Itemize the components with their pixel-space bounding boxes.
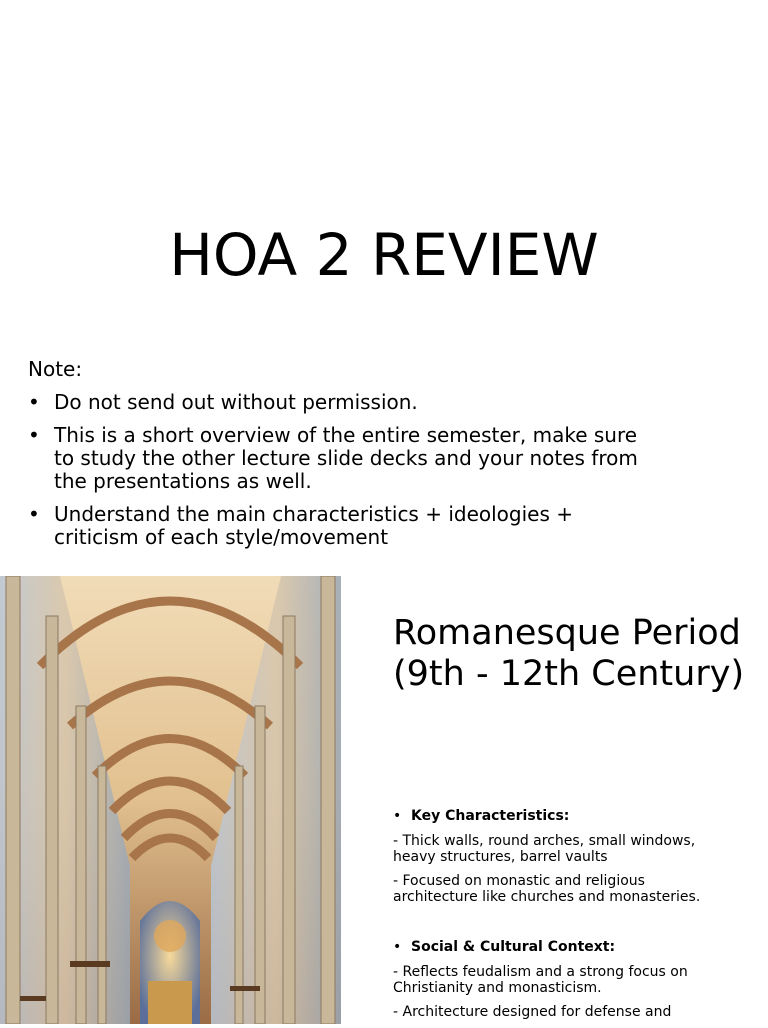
- note-item: [28, 503, 648, 549]
- romanesque-nave-photo: [0, 576, 341, 1024]
- section-title: Romanesque Period (9th - 12th Century): [393, 613, 745, 694]
- body-paragraph: - Reflects feudalism and a strong focus on Christianity and monasticism.: [393, 964, 688, 996]
- sub-heading: [393, 808, 733, 824]
- note-list: [28, 391, 648, 549]
- spacer: [393, 913, 733, 939]
- note-item-text: This is a short overview of the entire semester, make sure to study the other lecture slide decks and your notes from the presentations as well.: [54, 423, 638, 493]
- body-paragraph: - Focused on monastic and religious architecture like churches and monasteries.: [393, 873, 701, 905]
- section-body: [393, 808, 733, 1028]
- bullet-icon: •: [28, 390, 40, 414]
- note-block: [28, 358, 648, 559]
- body-paragraph: - Thick walls, round arches, small windows, heavy structures, barrel vaults: [393, 833, 696, 865]
- bullet-icon: •: [393, 808, 402, 824]
- slide-title: HOA 2 REVIEW: [169, 221, 599, 289]
- sub-heading-text: Key Characteristics:: [411, 808, 570, 824]
- bullet-icon: •: [393, 939, 402, 955]
- sub-heading-text: Social & Cultural Context:: [411, 939, 616, 955]
- sub-heading: [393, 939, 733, 955]
- note-item-text: Do not send out without permission.: [54, 390, 418, 414]
- note-item: [28, 391, 648, 414]
- bullet-icon: •: [28, 423, 40, 447]
- note-label: Note:: [28, 357, 83, 381]
- note-item-text: Understand the main characteristics + ideologies + criticism of each style/movement: [54, 502, 574, 549]
- bullet-icon: •: [28, 502, 40, 526]
- note-item: [28, 424, 648, 493]
- body-paragraph: - Architecture designed for defense and: [393, 1004, 672, 1020]
